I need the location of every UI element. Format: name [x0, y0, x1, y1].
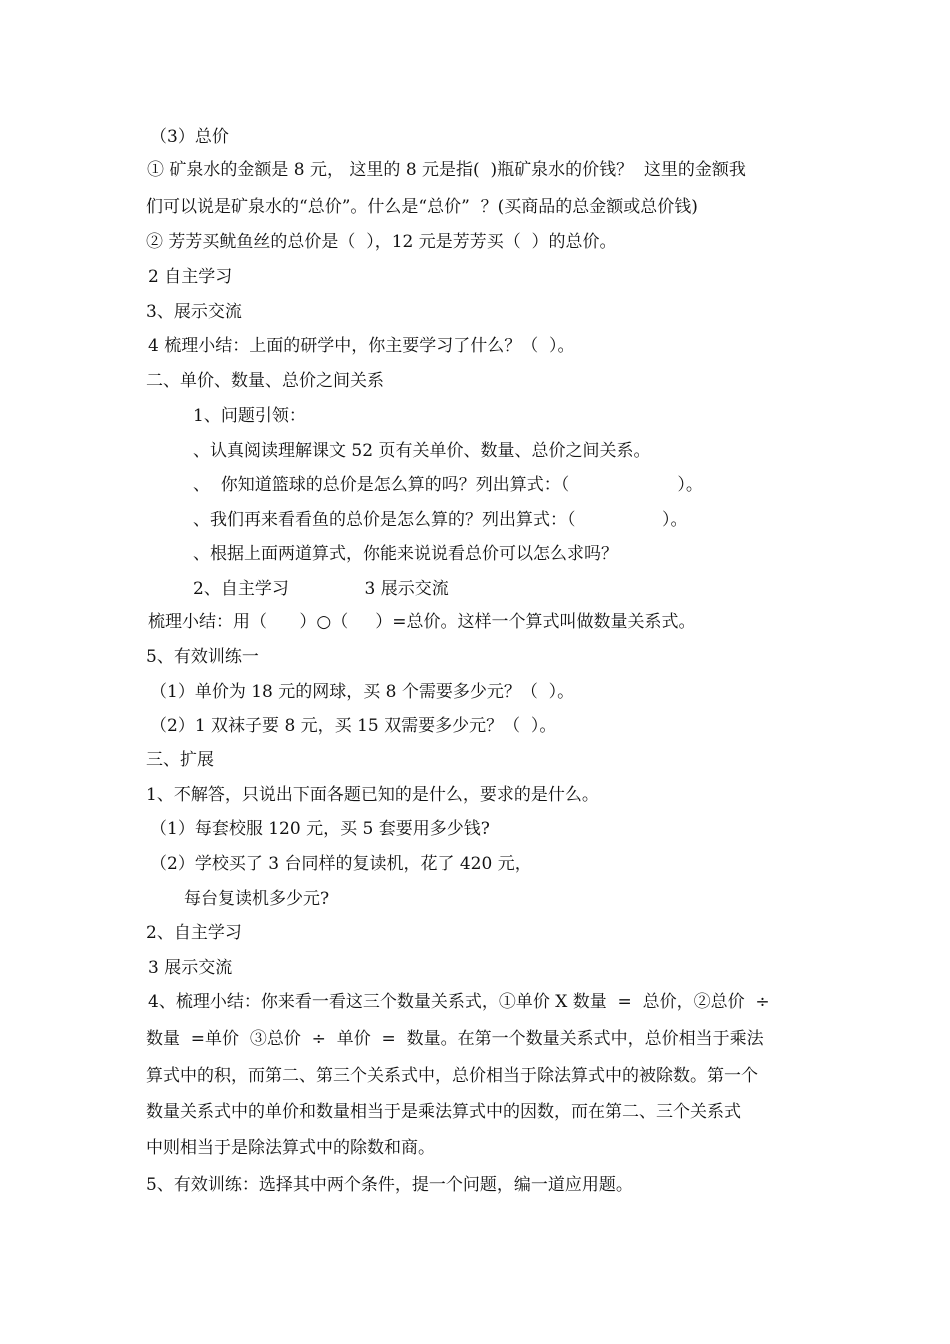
section-heading: 二、单价、数量、总价之间关系	[146, 371, 384, 391]
text-line: （1）每套校服 120 元，买 5 套要用多少钱?	[150, 819, 490, 839]
text-line: 、我们再来看看鱼的总价是怎么算的？列出算式：（ ）。	[193, 510, 688, 530]
text-line: 3、展示交流	[146, 302, 242, 322]
text-line: 3 展示交流	[148, 958, 233, 978]
text-line: （2）学校买了 3 台同样的复读机，花了 420 元，	[150, 854, 532, 874]
text-line: 梳理小结：用（ ）○（ ）=总价。这样一个算式叫做数量关系式。	[148, 612, 696, 632]
text-line: 数量 =单价 ③总价 ÷ 单价 = 数量。在第一个数量关系式中，总价相当于乘法	[146, 1029, 764, 1049]
text-line: ② 芳芳买鱿鱼丝的总价是（ ），12 元是芳芳买（ ）的总价。	[146, 232, 617, 252]
text-line: 算式中的积，而第二、第三个关系式中，总价相当于除法算式中的被除数。第一个	[146, 1066, 758, 1086]
text-line: （1）单价为 18 元的网球，买 8 个需要多少元？（ ）。	[150, 682, 575, 702]
text-line: 数量关系式中的单价和数量相当于是乘法算式中的因数，而在第二、三个关系式	[146, 1102, 741, 1122]
text-line: 2、自主学习 3 展示交流	[193, 579, 449, 599]
text-line: 、根据上面两道算式，你能来说说看总价可以怎么求吗？	[193, 544, 618, 564]
text-line: 2、自主学习	[146, 923, 242, 943]
section-heading: 三、扩展	[146, 750, 214, 770]
text-line: 、 你知道篮球的总价是怎么算的吗？列出算式：（ ）。	[193, 475, 703, 495]
text-line: 每台复读机多少元?	[184, 889, 330, 909]
text-line: 、认真阅读理解课文 52 页有关单价、数量、总价之间关系。	[193, 441, 651, 461]
text-line: 1、不解答，只说出下面各题已知的是什么，要求的是什么。	[146, 785, 599, 805]
text-line: 1、问题引领：	[193, 406, 306, 426]
text-line: （3）总价	[150, 127, 229, 147]
text-line: ① 矿泉水的金额是 8 元， 这里的 8 元是指( )瓶矿泉水的价钱？ 这里的金额我	[147, 160, 746, 180]
text-line: （2）1 双袜子要 8 元，买 15 双需要多少元？（ ）。	[150, 716, 557, 736]
text-line: 们可以说是矿泉水的“总价”。什么是“总价” ？(买商品的总金额或总价钱)	[146, 197, 698, 217]
text-line: 5、有效训练一	[146, 647, 259, 667]
text-line: 中则相当于是除法算式中的除数和商。	[146, 1138, 435, 1158]
text-line: 2 自主学习	[148, 267, 233, 287]
text-line: 4 梳理小结：上面的研学中，你主要学习了什么？（ ）。	[148, 336, 575, 356]
text-line: 5、有效训练：选择其中两个条件，提一个问题，编一道应用题。	[146, 1175, 633, 1195]
text-line: 4、梳理小结：你来看一看这三个数量关系式，①单价 X 数量 = 总价，②总价 ÷	[148, 992, 770, 1012]
